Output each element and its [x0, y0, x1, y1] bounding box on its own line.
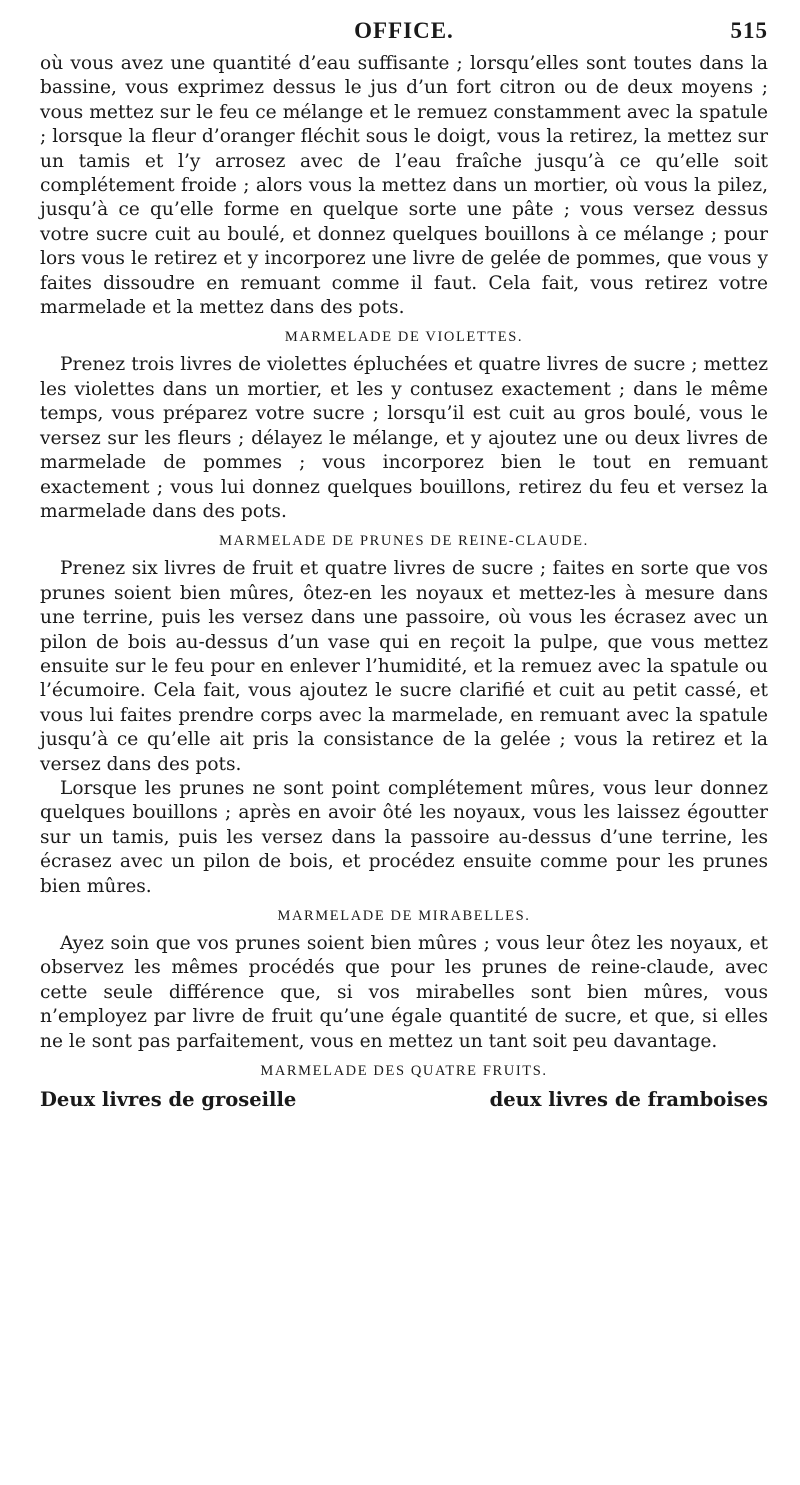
paragraph: Lorsque les prunes ne sont point complétement mûres, vous leur donnez quelques bouillons ; après en avoir ôté les noyaux, vous les laissez égoutter sur un tamis, puis les versez dans la passoire au-dessus d’une terrine, les écrasez avec un pilon de bois, et procédez ensuite comme pour les prunes bien mûres. — [40, 777, 768, 897]
paragraph: Prenez six livres de fruit et quatre livres de sucre ; faites en sorte que vos prunes soient bien mûres, ôtez-en les noyaux et mettez-les à mesure dans une terrine, puis les versez dans une passoire, où vous les écrasez avec un pilon de bois au-dessus d’un vase qui en reçoit la pulpe, que vous mettez ensuite sur le feu pour en enlever l’humidité, et la remuez avec la spatule ou l’écumoire. Cela fait, vous ajoutez le sucre clarifié et cuit au petit cassé, et vous lui faites prendre corps avec la marmelade, en remuant avec la spatule jusqu’à ce qu’elle ait pris la consistance de la gelée ; vous la retirez et la versez dans des pots. — [40, 558, 768, 775]
last-line-left: Deux livres de groseille — [40, 1088, 297, 1112]
section-heading: MARMELADE DE MIRABELLES. — [277, 908, 531, 924]
section-heading: MARMELADE DE VIOLETTES. — [284, 329, 524, 346]
book-page — [40, 18, 768, 1113]
paragraph: Prenez trois livres de violettes épluchées et quatre livres de sucre ; mettez les violettes dans un mortier, et les y contusez exactement ; dans le même temps, vous préparez votre sucre ; lorsqu’il est cuit au gros boulé, vous le versez sur les fleurs ; délayez le mélange, et y ajoutez une ou deux livres de marmelade de pommes ; vous incorporez bien le tout en remuant exactement ; vous lui donnez quelques bouillons, retirez du feu et versez la marmelade dans des pots. — [40, 354, 768, 522]
section-heading: MARMELADE DE PRUNES DE REINE-CLAUDE. — [219, 533, 589, 550]
last-line — [40, 1087, 768, 1113]
paragraph: Ayez soin que vos prunes soient bien mûres ; vous leur ôtez les noyaux, et observez les mêmes procédés que pour les prunes de reine-claude, avec cette seule différence que, si vos mirabelles sont bien mûres, vous n’employez par livre de fruit qu’une égale quantité de sucre, et que, si elles ne le sont pas parfaitement, vous en mettez un tant soit peu davantage. — [40, 933, 768, 1052]
last-line-right: deux livres de framboises — [489, 1088, 768, 1112]
paragraph: où vous avez une quantité d’eau suffisante ; lorsqu’elles sont toutes dans la bassine, vous exprimez dessus le jus d’un fort citron ou de deux moyens ; vous mettez sur le feu ce mélange et le remuez constamment avec la spatule ; lorsque la fleur d’oranger fléchit sous le doigt, vous la retirez, la mettez sur un tamis et l’y arrosez avec de l’eau fraîche jusqu’à ce qu’elle soit complétement froide ; alors vous la mettez dans un mortier, où vous la pilez, jusqu’à ce qu’elle forme en quelque sorte une pâte ; vous versez dessus votre sucre cuit au boulé, et donnez quelques bouillons à ce mélange ; pour lors vous le retirez et y incorporez une livre de gelée de pommes, que vous y faites dissoudre en remuant comme il faut. Cela fait, vous retirez votre marmelade et la mettez dans des pots. — [40, 53, 768, 319]
body-text — [40, 52, 768, 1080]
running-head-title: OFFICE. — [354, 18, 454, 43]
page-number: 515 — [730, 18, 768, 43]
running-head — [40, 18, 768, 52]
section-heading: MARMELADE DES QUATRE FRUITS. — [260, 1063, 548, 1080]
